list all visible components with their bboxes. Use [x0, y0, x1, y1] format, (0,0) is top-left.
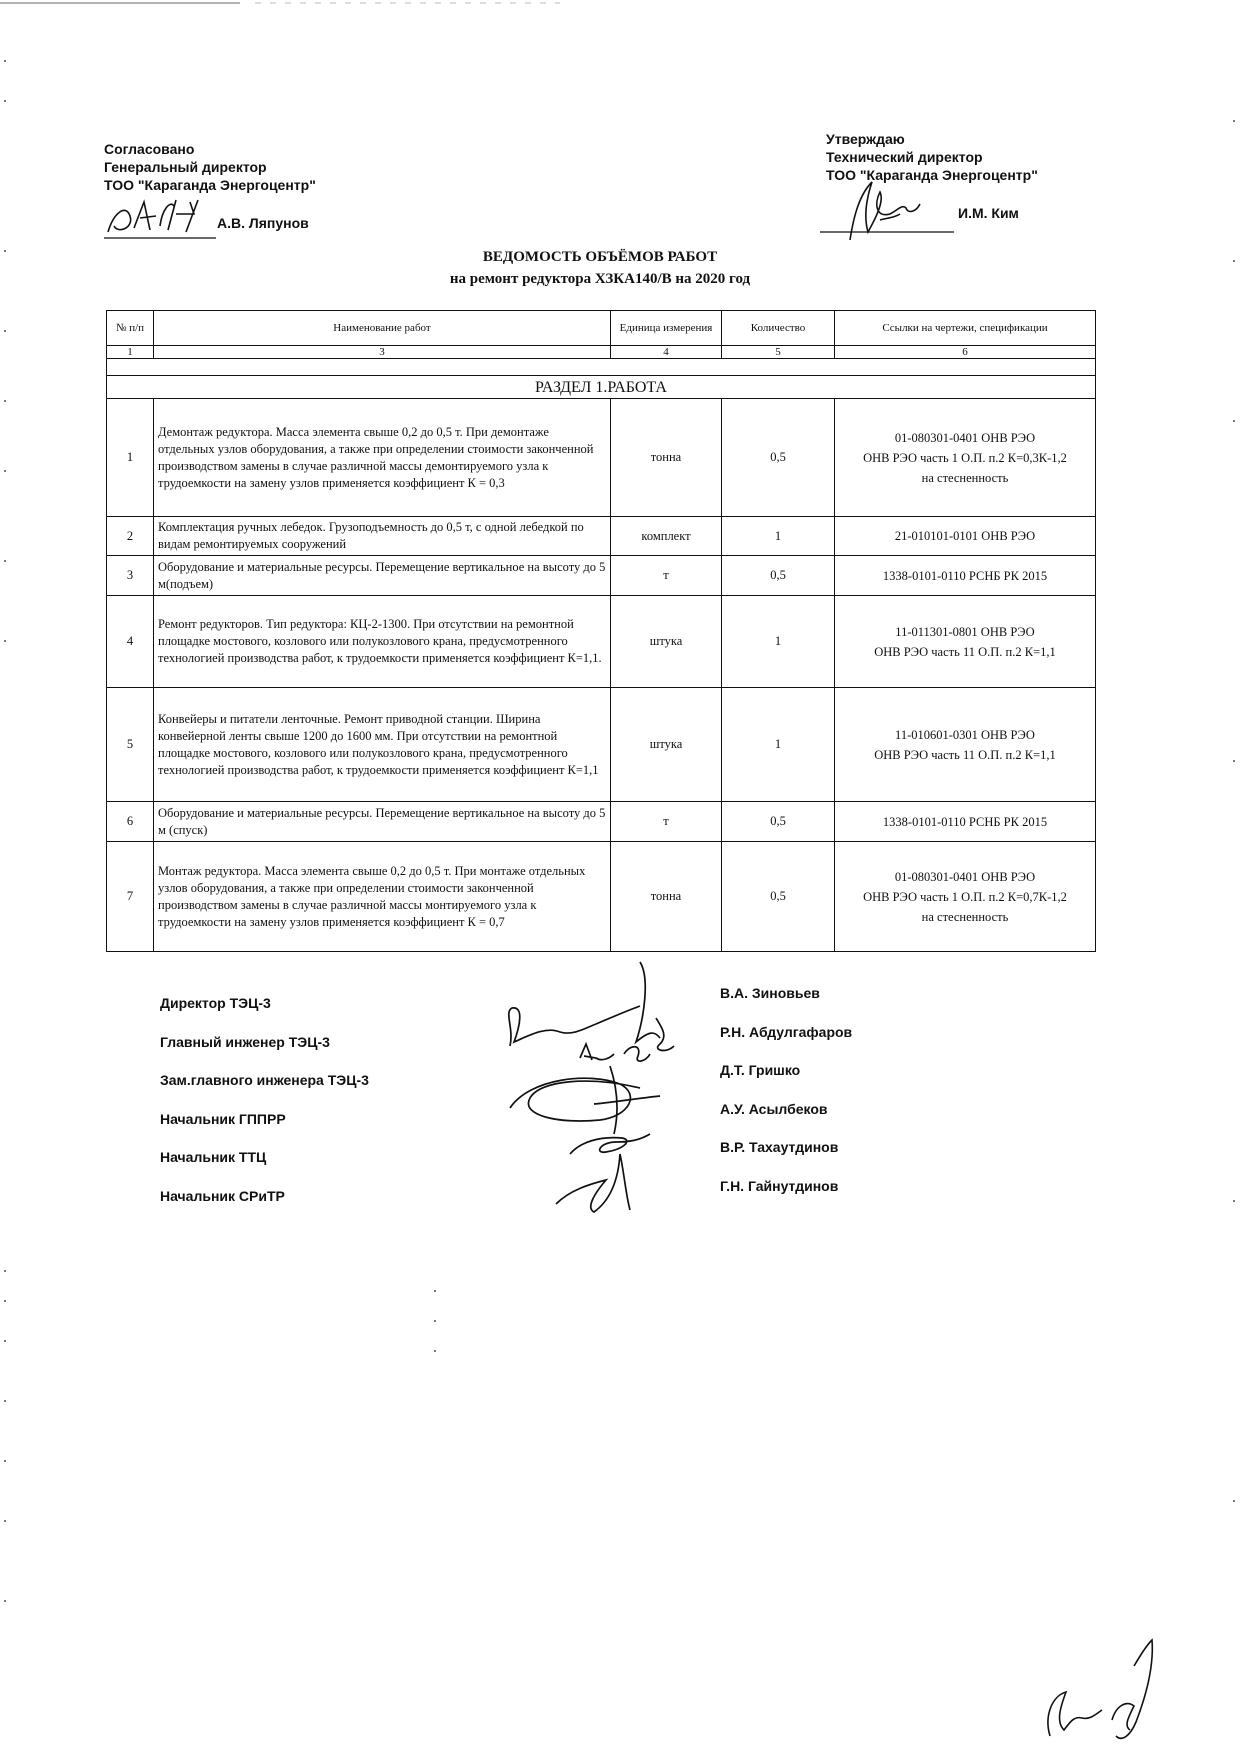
staff-name: Р.Н. Абдулгафаров — [720, 1023, 853, 1040]
row-ref-line: 01-080301-0401 ОНВ РЭО — [894, 430, 1036, 445]
row-ref — [835, 399, 1096, 517]
row-ref-line: на стесненность — [921, 909, 1009, 924]
staff-name: А.У. Асылбеков — [720, 1100, 828, 1117]
row-ref-line: на стесненность — [921, 470, 1009, 485]
agreed-organization: ТОО "Караганда Энергоцентр" — [104, 177, 316, 193]
row-ref — [835, 517, 1096, 556]
row-ref — [835, 596, 1096, 688]
header-ref: Ссылки на чертежи, спецификации — [835, 311, 1096, 346]
agreed-block — [104, 140, 424, 231]
row-qty: 0,5 — [722, 399, 835, 517]
section-row — [107, 376, 1096, 399]
row-num: 4 — [107, 596, 154, 688]
row-ref-line: ОНВ РЭО часть 1 О.П. п.2 К=0,3К-1,2 — [863, 450, 1067, 465]
staff-name: Д.Т. Гришко — [720, 1062, 801, 1078]
table-row — [107, 688, 1096, 802]
row-ref-line: 11-010601-0301 ОНВ РЭО — [895, 727, 1035, 742]
column-number: 5 — [722, 346, 835, 359]
row-name: Оборудование и материальные ресурсы. Перемещение вертикальное на высоту до 5 м (спуск) — [154, 802, 611, 842]
header-name: Наименование работ — [154, 311, 611, 346]
approved-signature-image — [820, 174, 960, 246]
row-qty: 1 — [722, 688, 835, 802]
staff-position: Директор ТЭЦ-3 — [160, 995, 271, 1011]
section-title: РАЗДЕЛ 1.РАБОТА — [107, 376, 1096, 399]
table-row — [107, 596, 1096, 688]
row-num: 2 — [107, 517, 154, 556]
row-unit: комплект — [611, 517, 722, 556]
table-header-row — [107, 311, 1096, 346]
row-unit: штука — [611, 596, 722, 688]
row-ref — [835, 842, 1096, 952]
staff-position: Зам.главного инженера ТЭЦ-3 — [160, 1072, 369, 1088]
row-name: Демонтаж редуктора. Масса элемента свыше 0,2 до 0,5 т. При демонтаже отдельных узлов оборудования, а также при определении стоимости законченной производством замены в случае различной массы демонтируемого узла к трудоемкости на замену узлов применяется коэффициент К = 0,3 — [154, 399, 611, 517]
row-unit: тонна — [611, 399, 722, 517]
document-title — [300, 246, 900, 290]
row-name: Монтаж редуктора. Масса элемента свыше 0,2 до 0,5 т. При монтаже отдельных узлов оборудования, а также при определении стоимости законченной производством замены в случае различной массы монтируемого узла к трудоемкости на замену узлов применяется коэффициент К = 0,7 — [154, 842, 611, 952]
row-name: Конвейеры и питатели ленточные. Ремонт приводной станции. Ширина конвейерной ленты свыше 1200 до 1600 мм. При отсутствии на ремонтной площадке мостового, козлового или полукозлового крана, предусмотренного технологией производства работ, к трудоемкости применяется коэффициент К=1,1 — [154, 688, 611, 802]
works-table — [106, 310, 1096, 952]
row-num: 3 — [107, 556, 154, 596]
row-qty: 1 — [722, 596, 835, 688]
row-num: 1 — [107, 399, 154, 517]
row-unit: штука — [611, 688, 722, 802]
staff-position: Начальник СРиТР — [160, 1187, 285, 1204]
approved-position: Технический директор — [826, 149, 983, 165]
row-ref-line: ОНВ РЭО часть 1 О.П. п.2 К=0,7К-1,2 — [863, 889, 1067, 904]
row-name: Оборудование и материальные ресурсы. Перемещение вертикальное на высоту до 5 м(подъем) — [154, 556, 611, 596]
row-ref-line: 21-010101-0101 ОНВ РЭО — [894, 529, 1036, 543]
staff-position: Начальник ТТЦ — [160, 1149, 267, 1165]
row-ref — [835, 688, 1096, 802]
staff-position: Начальник ГППРР — [160, 1110, 286, 1127]
approved-organization: ТОО "Караганда Энергоцентр" — [826, 167, 1038, 183]
row-num: 7 — [107, 842, 154, 952]
row-ref-line: 1338-0101-0110 РСНБ РК 2015 — [882, 814, 1048, 829]
row-unit: т — [611, 556, 722, 596]
row-ref-line: 11-011301-0801 ОНВ РЭО — [895, 624, 1035, 639]
row-qty: 0,5 — [722, 842, 835, 952]
staff-name: В.А. Зиновьев — [720, 985, 820, 1001]
row-ref-line: ОНВ РЭО часть 11 О.П. п.2 К=1,1 — [874, 644, 1056, 659]
column-number: 1 — [107, 346, 154, 359]
column-numbers-row — [107, 346, 1096, 359]
column-number: 3 — [154, 346, 611, 359]
staff-signatures-image — [490, 958, 720, 1258]
row-qty: 1 — [722, 517, 835, 556]
header-qty: Количество — [722, 311, 835, 346]
agreed-signature-image — [104, 192, 214, 242]
table-row — [107, 802, 1096, 842]
row-num: 5 — [107, 688, 154, 802]
row-ref — [835, 802, 1096, 842]
row-num: 6 — [107, 802, 154, 842]
agreed-heading: Согласовано — [104, 141, 195, 157]
header-num: № п/п — [107, 311, 154, 346]
row-qty: 0,5 — [722, 556, 835, 596]
staff-name: Г.Н. Гайнутдинов — [720, 1177, 839, 1194]
row-name: Ремонт редукторов. Тип редуктора: КЦ-2-1300. При отсутствии на ремонтной площадке мостового, козлового или полукозлового крана, предусмотренного технологией производства работ, к трудоемкости применяется коэффициент К=1,1. — [154, 596, 611, 688]
row-ref — [835, 556, 1096, 596]
agreed-signer: А.В. Ляпунов — [217, 215, 309, 231]
header-unit: Единица измерения — [611, 311, 722, 346]
row-ref-line: 01-080301-0401 ОНВ РЭО — [894, 869, 1036, 884]
document-title-line2: на ремонт редуктора ХЗКА140/В на 2020 год — [449, 271, 751, 287]
row-qty: 0,5 — [722, 802, 835, 842]
row-name: Комплектация ручных лебедок. Грузоподъемность до 0,5 т, с одной лебедкой по видам ремонтируемых сооружений — [154, 517, 611, 556]
column-number: 6 — [835, 346, 1096, 359]
approved-signer: И.М. Ким — [958, 205, 1019, 221]
column-number: 4 — [611, 346, 722, 359]
initials-image — [1030, 1626, 1180, 1746]
staff-name: В.Р. Тахаутдинов — [720, 1139, 839, 1155]
table-row — [107, 556, 1096, 596]
approved-block — [826, 130, 1126, 221]
row-unit: т — [611, 802, 722, 842]
approved-heading: Утверждаю — [826, 131, 905, 147]
table-row — [107, 842, 1096, 952]
row-unit: тонна — [611, 842, 722, 952]
document-title-line1: ВЕДОМОСТЬ ОБЪЁМОВ РАБОТ — [482, 249, 718, 265]
agreed-position: Генеральный директор — [104, 159, 267, 175]
row-ref-line: 1338-0101-0110 РСНБ РК 2015 — [882, 568, 1048, 583]
staff-position: Главный инженер ТЭЦ-3 — [160, 1033, 330, 1050]
spacer-row — [107, 359, 1096, 376]
row-ref-line: ОНВ РЭО часть 11 О.П. п.2 К=1,1 — [874, 747, 1056, 762]
table-row — [107, 517, 1096, 556]
table-row — [107, 399, 1096, 517]
